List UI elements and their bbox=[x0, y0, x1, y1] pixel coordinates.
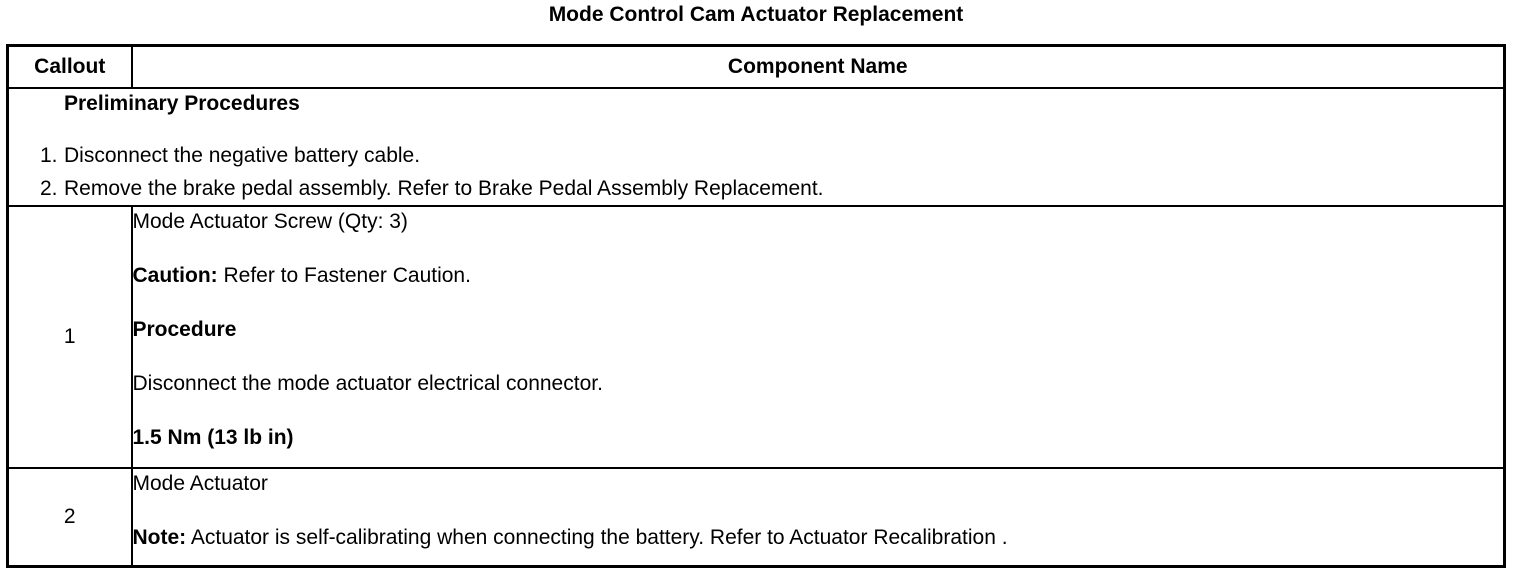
preliminary-heading: Preliminary Procedures bbox=[64, 92, 300, 115]
preliminary-row bbox=[8, 88, 1505, 206]
note-label: Note: bbox=[132, 526, 187, 549]
callout-number: 1 bbox=[8, 206, 132, 468]
preliminary-cell bbox=[8, 88, 1505, 206]
note-line bbox=[133, 523, 1504, 553]
table-row bbox=[8, 468, 1505, 566]
caution-text: Refer to Fastener Caution. bbox=[217, 264, 471, 287]
page-title: Mode Control Cam Actuator Replacement bbox=[548, 3, 964, 26]
component-name: Mode Actuator Screw (Qty: 3) bbox=[132, 210, 408, 233]
step-number: 1. bbox=[40, 144, 58, 167]
component-name-header: Component Name bbox=[132, 46, 1505, 89]
component-cell bbox=[132, 206, 1505, 468]
note-text: Actuator is self-calibrating when connecting the battery. Refer to Actuator Recalibration . bbox=[186, 526, 1008, 549]
step-text: Remove the brake pedal assembly. Refer to Brake Pedal Assembly Replacement. bbox=[64, 177, 824, 200]
caution-label: Caution: bbox=[132, 264, 218, 287]
step-number: 2. bbox=[40, 177, 58, 200]
component-table bbox=[6, 44, 1506, 568]
caution-line bbox=[133, 261, 1504, 291]
torque-spec: 1.5 Nm (13 lb in) bbox=[132, 426, 294, 449]
callout-number: 2 bbox=[8, 468, 132, 566]
step-text: Disconnect the negative battery cable. bbox=[64, 144, 421, 167]
component-cell bbox=[132, 468, 1505, 566]
table-header-row bbox=[8, 46, 1505, 89]
procedure-label: Procedure bbox=[132, 318, 237, 341]
list-item bbox=[9, 139, 1503, 172]
preliminary-steps bbox=[9, 139, 1503, 205]
procedure-text: Disconnect the mode actuator electrical connector. bbox=[132, 372, 603, 395]
callout-header: Callout bbox=[8, 46, 132, 89]
table-row bbox=[8, 206, 1505, 468]
component-name: Mode Actuator bbox=[132, 472, 268, 495]
list-item bbox=[9, 172, 1503, 205]
